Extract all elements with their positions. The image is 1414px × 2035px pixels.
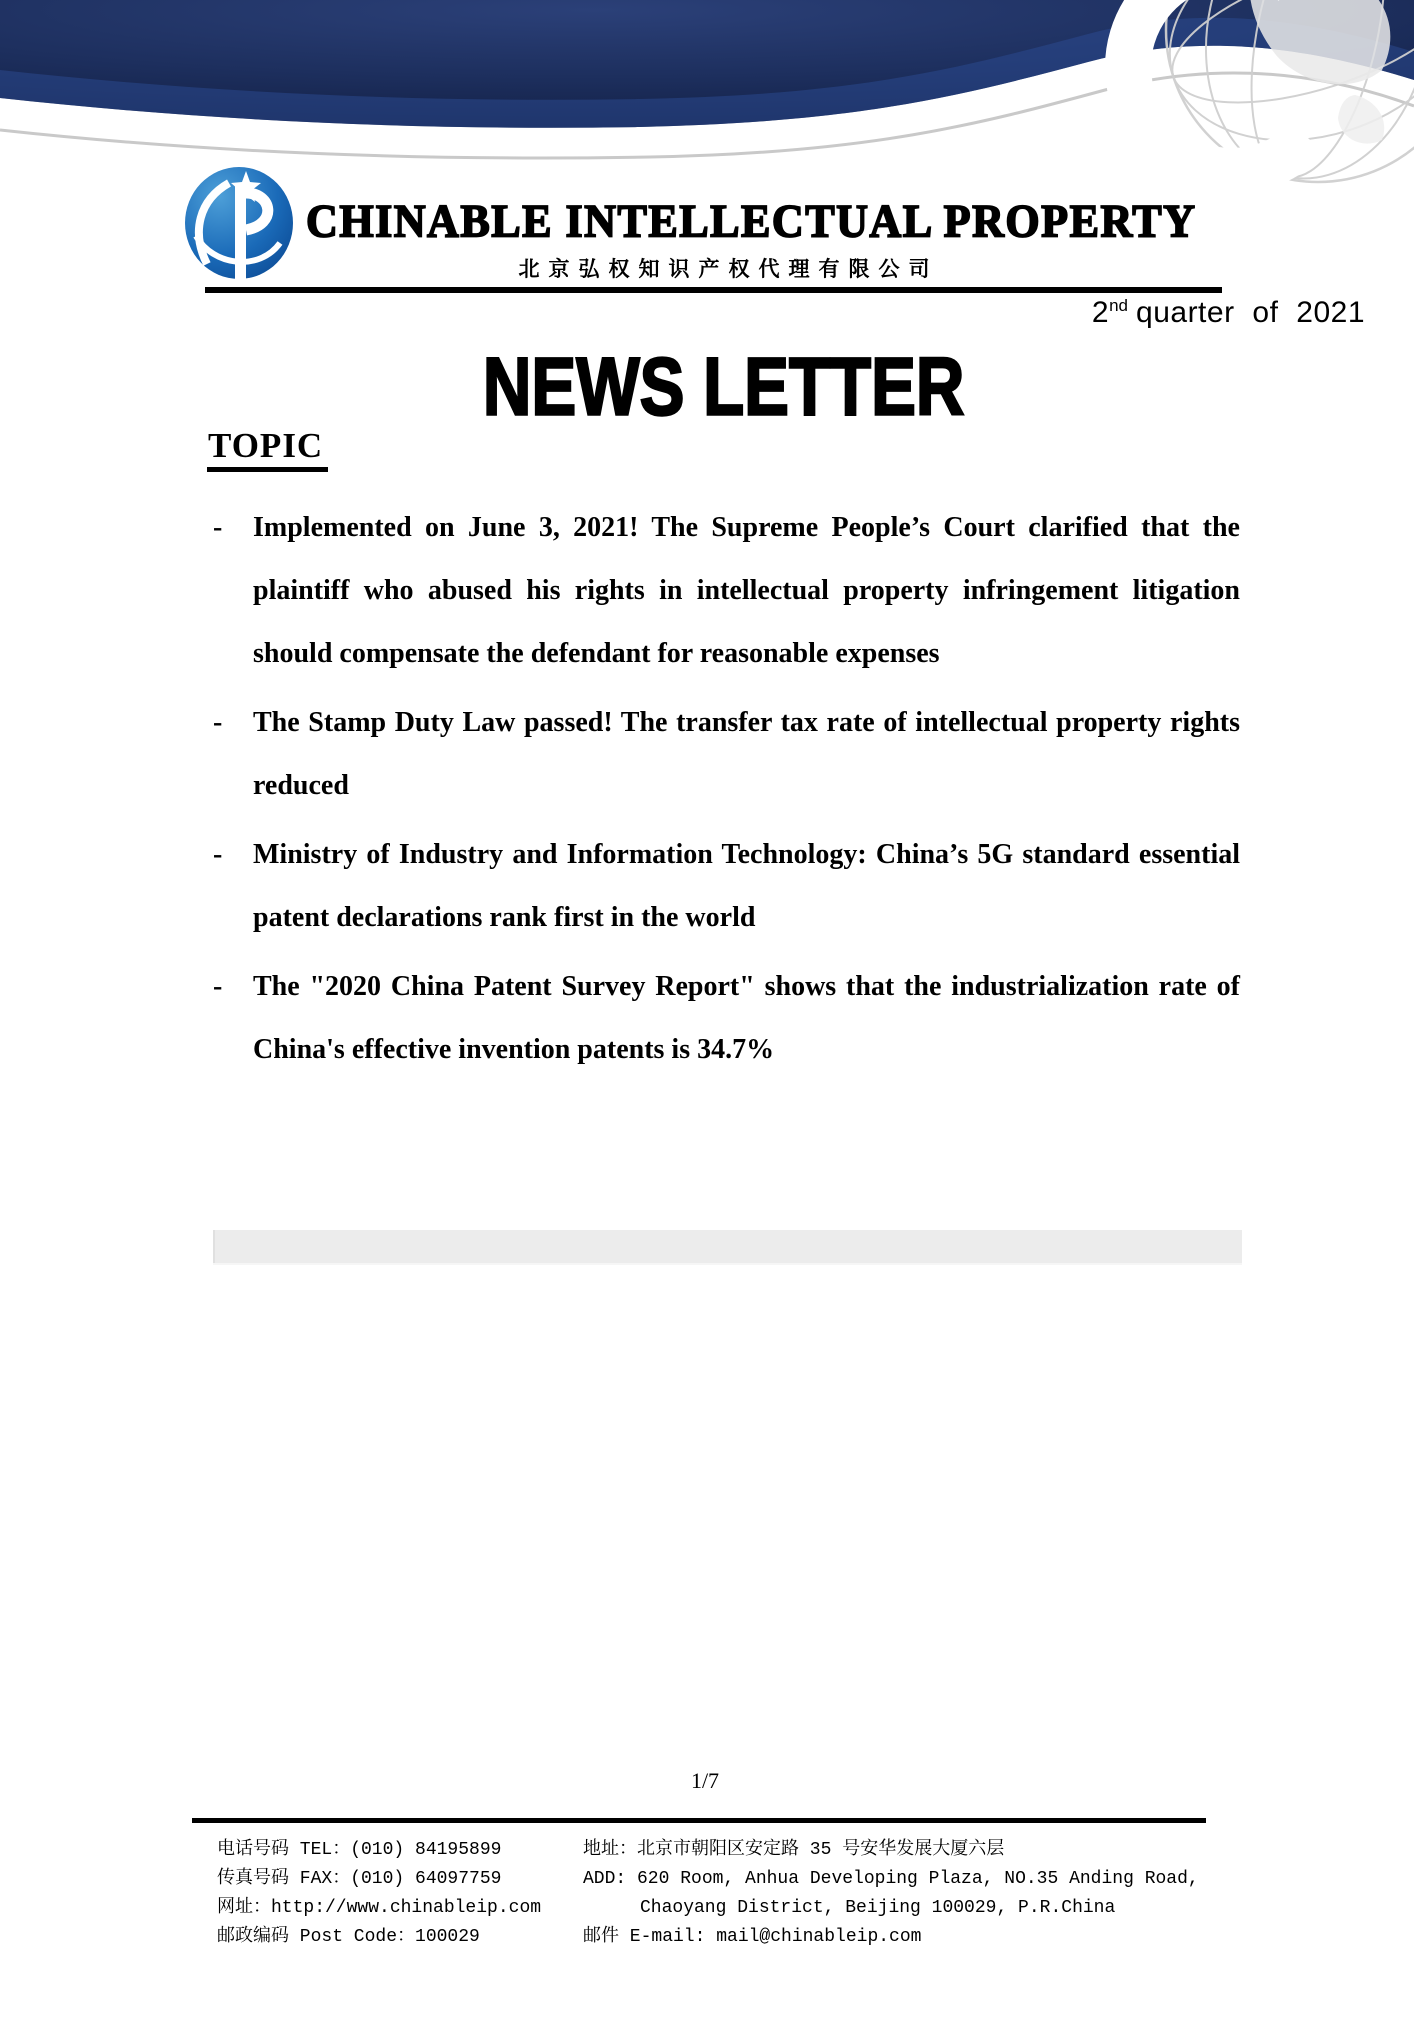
footer-fax: 传真号码 FAX：(010) 64097759 [217, 1869, 502, 1889]
footer [217, 1836, 1222, 1966]
footer-website: 网址：http://www.chinableip.com [217, 1898, 542, 1918]
topic-item [207, 823, 1240, 949]
header-divider [205, 287, 1222, 293]
topic-item [207, 496, 1240, 685]
topic-text: The Stamp Duty Law passed! The transfer tax rate of intellectual property rights reduced [253, 707, 1240, 801]
newsletter-title: NEWS LETTER [482, 340, 965, 432]
footer-divider [192, 1818, 1206, 1823]
company-logo-icon [183, 166, 295, 284]
company-name: CHINABLE INTELLECTUAL PROPERTY [306, 195, 1197, 248]
dash-marker: - [213, 707, 223, 738]
topic-text: The "2020 China Patent Survey Report" shows that the industrialization rate of China's effective invention patents is 34.7% [253, 971, 1240, 1065]
quarter-ordinal: nd [1109, 296, 1129, 315]
footer-tel: 电话号码 TEL：(010) 84195899 [217, 1840, 502, 1860]
dash-marker: - [213, 839, 223, 870]
topic-item [207, 955, 1240, 1081]
dash-marker: - [213, 971, 223, 1002]
topic-list [207, 496, 1240, 1087]
footer-left-column [217, 1836, 585, 1952]
footer-email: 邮件 E-mail: mail@chinableip.com [583, 1927, 922, 1947]
footer-address-en-2: Chaoyang District, Beijing 100029, P.R.China [640, 1898, 1116, 1918]
quarter-line [1092, 296, 1365, 330]
quarter-number: 2 [1091, 296, 1110, 329]
page-number: 1/7 [690, 1768, 720, 1793]
footer-address-cn: 地址：北京市朝阳区安定路 35 号安华发展大厦六层 [583, 1840, 1005, 1860]
footer-postcode: 邮政编码 Post Code：100029 [217, 1927, 480, 1947]
company-name-chinese: 北京弘权知识产权代理有限公司 [518, 257, 939, 281]
newsletter-title-wrap [207, 340, 1240, 432]
topic-text: Implemented on June 3, 2021! The Supreme People’s Court clarified that the plaintiff who abused his rights in intellectual property infringement litigation should compensate the defendant for reasonable expenses [253, 512, 1240, 669]
footer-address-en-1: ADD: 620 Room, Anhua Developing Plaza, NO.35 Anding Road, [583, 1869, 1199, 1889]
topic-heading: TOPIC [207, 426, 328, 472]
quarter-rest: quarter of 2021 [1136, 296, 1365, 329]
gray-separator-bar [213, 1230, 1242, 1263]
topic-item [207, 691, 1240, 817]
footer-right-column [583, 1836, 1223, 1952]
topic-text: Ministry of Industry and Information Technology: China’s 5G standard essential patent declarations rank first in the world [253, 839, 1240, 933]
dash-marker: - [213, 512, 223, 543]
